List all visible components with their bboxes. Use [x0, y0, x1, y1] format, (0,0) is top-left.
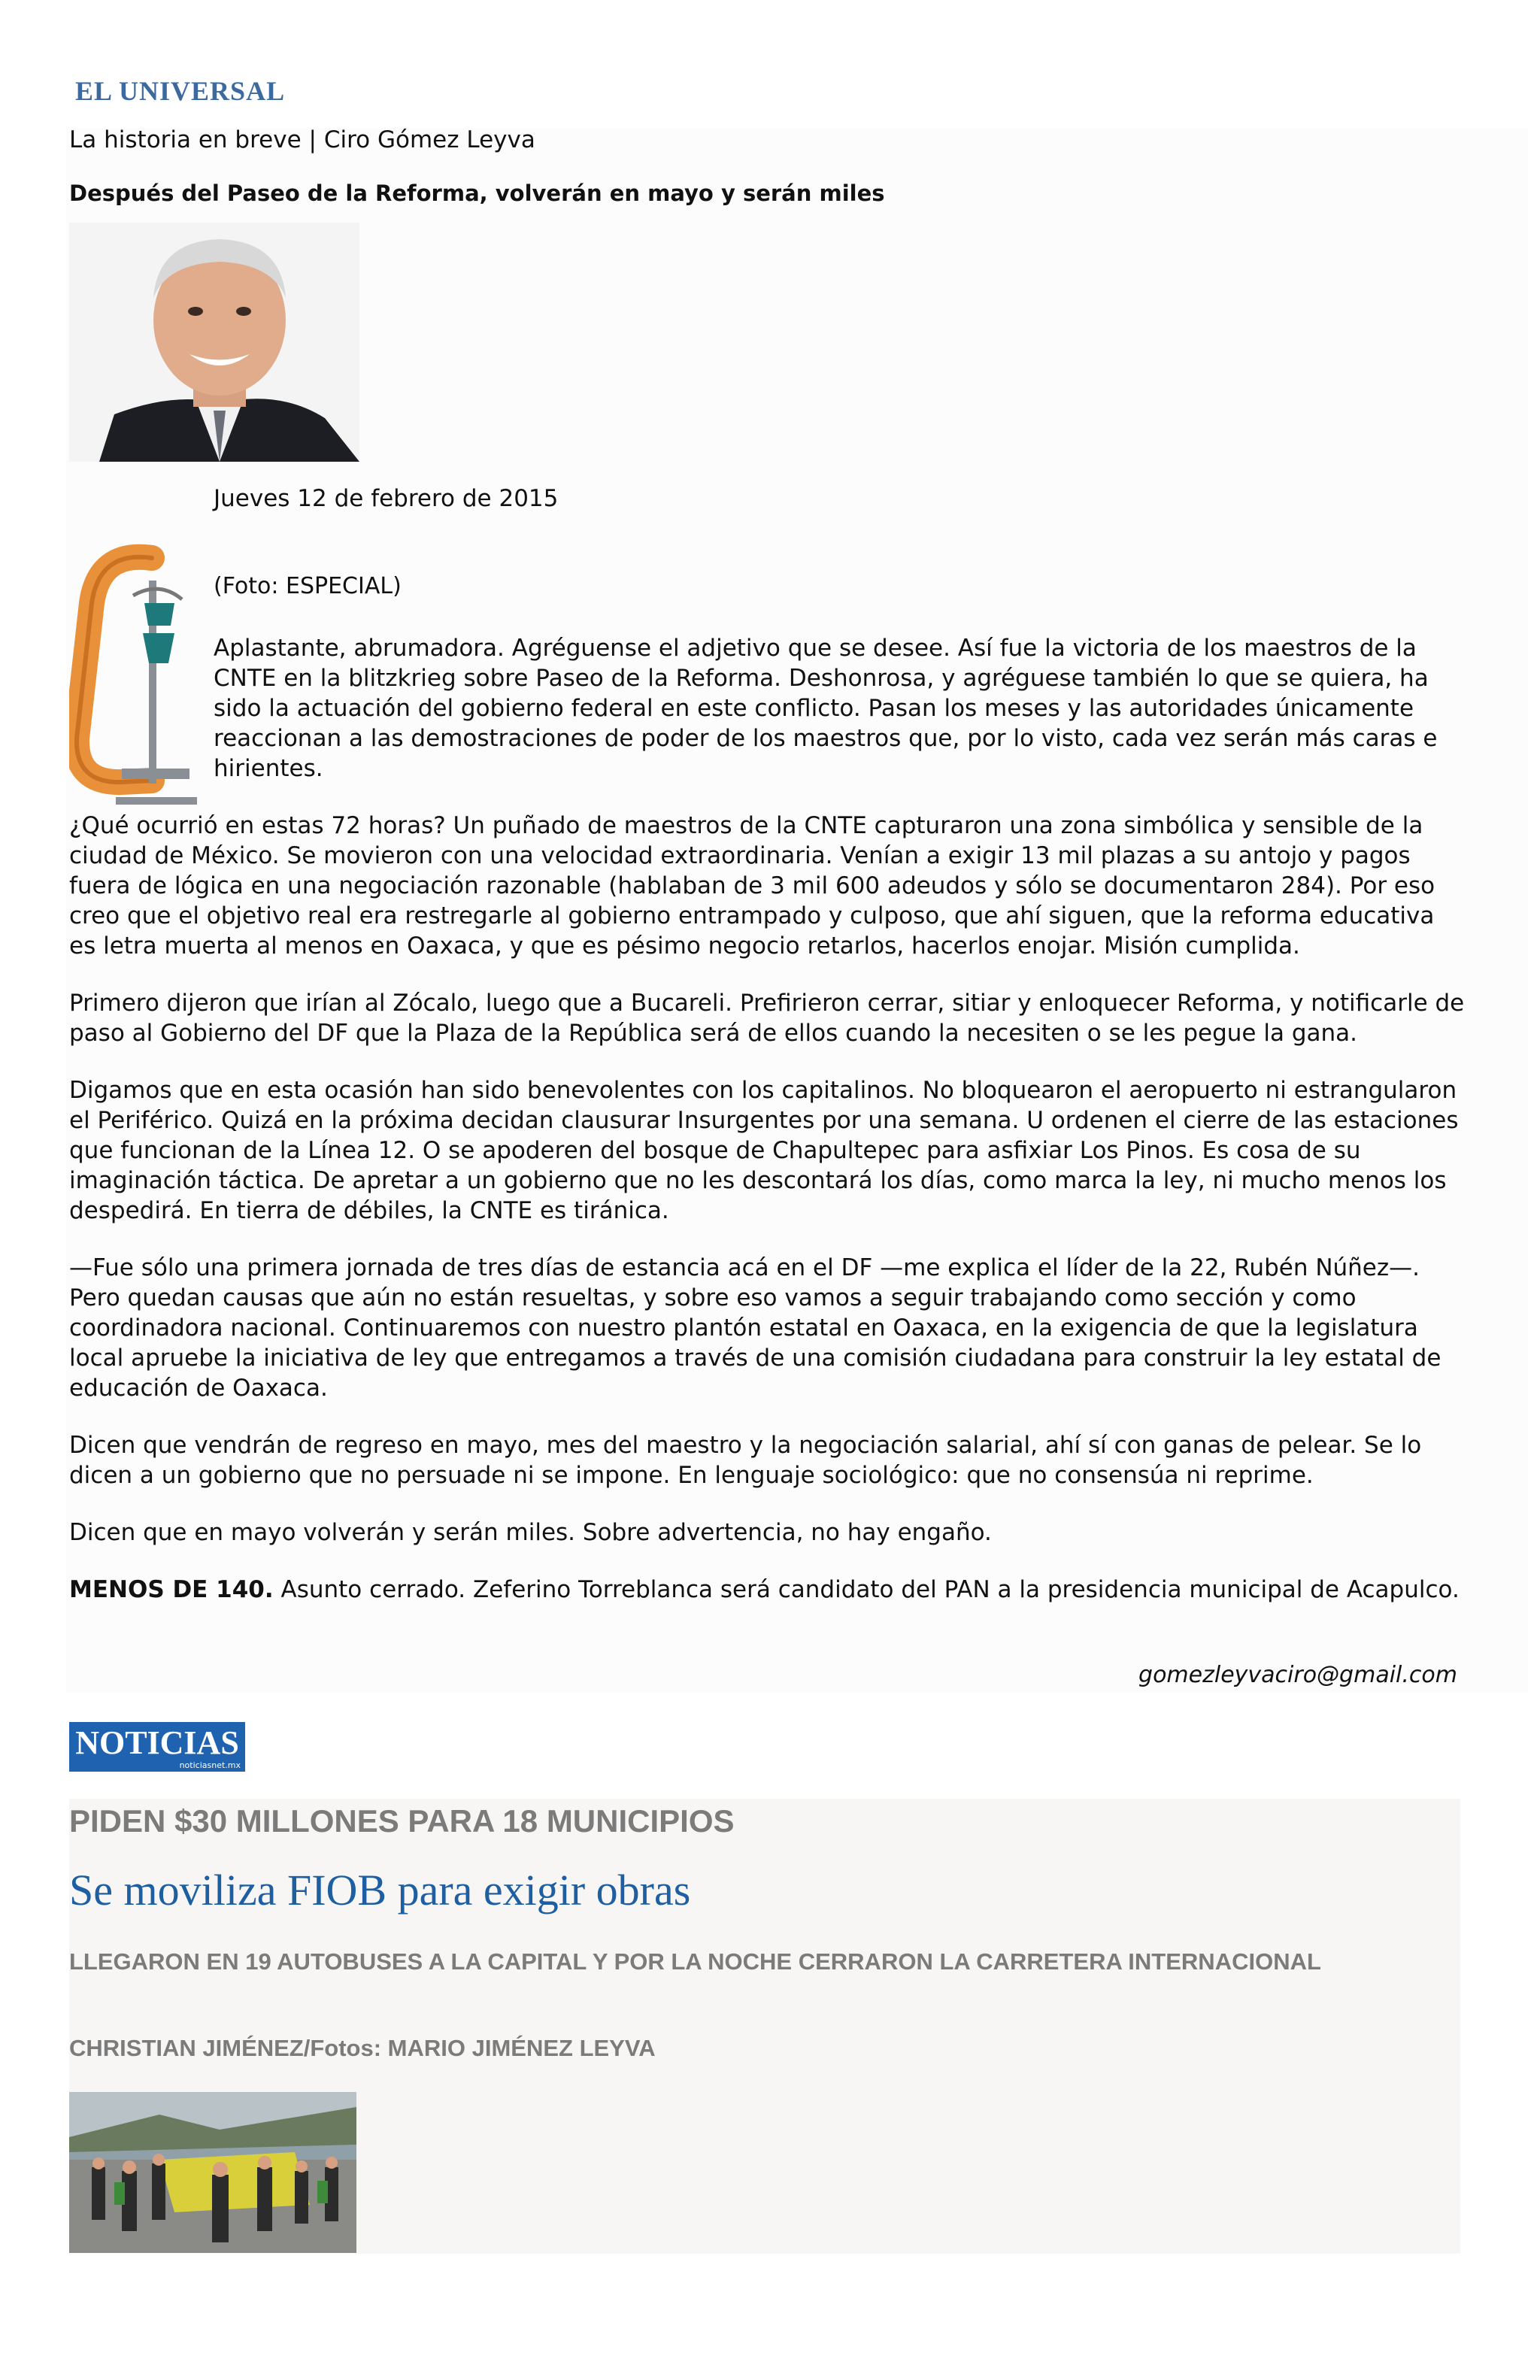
body-paragraph: Primero dijeron que irían al Zócalo, luego que a Bucareli. Prefirieron cerrar, sitiar y enloquecer Reforma, y notificarle de paso al Gobierno del DF que la Plaza de la República será de ellos cuando la necesiten o se les pegue la gana.: [69, 990, 1465, 1047]
march-photo: [69, 2092, 356, 2253]
body-paragraph: —Fue sólo una primera jornada de tres días de estancia acá en el DF —me explica el líder de la 22, Rubén Núñez—. Pero quedan causas que aún no están resueltas, y sobre eso vamos a seguir trabajando como sección y como coordinadora nacional. Continuaremos con nuestro plantón estatal en Oaxaca, en la exigencia de que la legislatura local apruebe la iniciativa de ley que entregamos a través de una comisión ciudadana para construir la ley estatal de educación de Oaxaca.: [69, 1254, 1441, 1402]
body-paragraph: Digamos que en esta ocasión han sido benevolentes con los capitalinos. No bloquearon el aeropuerto ni estrangularon el Periférico. Quizá en la próxima decidan clausurar Insurgentes por una semana. U ordenen el cierre de las estaciones que funcionan de la Línea 12. O se apoderen del bosque de Chapultepec para asfixiar Los Pinos. Es cosa de su imaginación táctica. De apretar a un gobierno que no les descontará los días, como marca la ley, ni mucho menos los despedirá. En tierra de débiles, la CNTE es tiránica.: [69, 1077, 1459, 1224]
body-paragraph: Dicen que en mayo volverán y serán miles. Sobre advertencia, no hay engaño.: [69, 1519, 992, 1546]
column-section-line: La historia en breve | Ciro Gómez Leyva: [69, 126, 535, 153]
author-photo: [69, 223, 359, 462]
el-universal-logo[interactable]: EL UNIVERSAL: [75, 76, 286, 106]
c-clamp-icon: [69, 543, 197, 814]
author-email-link[interactable]: gomezleyvaciro@gmail.com: [1138, 1662, 1457, 1688]
closing-item-text: Asunto cerrado. Zeferino Torreblanca será candidato del PAN a la presidencia municipal de Acapulco.: [273, 1576, 1460, 1603]
closing-item-lead: MENOS DE 140.: [69, 1576, 274, 1603]
body-paragraph: ¿Qué ocurrió en estas 72 horas? Un puñado de maestros de la CNTE capturaron una zona simbólica y sensible de la ciudad de México. Se movieron con una velocidad extraordinaria. Venían a exigir 13 mil plazas a su antojo y pagos fuera de lógica en una negociación razonable (hablaban de 3 mil 600 adeudos y sólo se documentaron 284). Por eso creo que el objetivo real era restregarle al gobierno entrampado y culposo, que ahí siguen, que la reforma educativa es letra muerta al menos en Oaxaca, y que es pésimo negocio retarlos, hacerlos enojar. Misión cumplida.: [69, 812, 1435, 960]
second-article-title[interactable]: Se moviliza FIOB para exigir obras: [69, 1866, 691, 1915]
closing-item: [69, 1575, 1468, 1605]
second-article-byline: CHRISTIAN JIMÉNEZ/Fotos: MARIO JIMÉNEZ LEYVA: [69, 2035, 656, 2061]
article-body: [69, 811, 1468, 1632]
article-date: Jueves 12 de febrero de 2015: [214, 485, 559, 512]
body-paragraph: Dicen que vendrán de regreso en mayo, mes del maestro y la negociación salarial, ahí sí con ganas de pelear. Se lo dicen a un gobierno que no persuade ni se impone. En lenguaje sociológico: que no consensúa ni reprime.: [69, 1432, 1422, 1489]
second-article-subtitle: LLEGARON EN 19 AUTOBUSES A LA CAPITAL Y POR LA NOCHE CERRARON LA CARRETERA INTERNACIONAL: [69, 1948, 1321, 1975]
noticias-logo[interactable]: [69, 1722, 245, 1772]
second-article-kicker: PIDEN $30 MILLONES PARA 18 MUNICIPIOS: [69, 1803, 735, 1839]
lead-paragraph: Aplastante, abrumadora. Agréguense el adjetivo que se desee. Así fue la victoria de los maestros de la CNTE en la blitzkrieg sobre Paseo de la Reforma. Deshonrosa, y agréguese también lo que se quiera, ha sido la actuación del gobierno federal en este conflicto. Pasan los meses y las autoridades únicamente reaccionan a las demostraciones de poder de los maestros que, por lo visto, cada vez serán más caras e hirientes.: [214, 635, 1438, 782]
page-title: Después del Paseo de la Reforma, volverán en mayo y serán miles: [69, 180, 885, 206]
noticias-logo-subtext: noticiasnet.mx: [179, 1760, 241, 1770]
photo-credit: (Foto: ESPECIAL): [214, 573, 402, 599]
noticias-logo-text: NOTICIAS: [75, 1724, 239, 1761]
